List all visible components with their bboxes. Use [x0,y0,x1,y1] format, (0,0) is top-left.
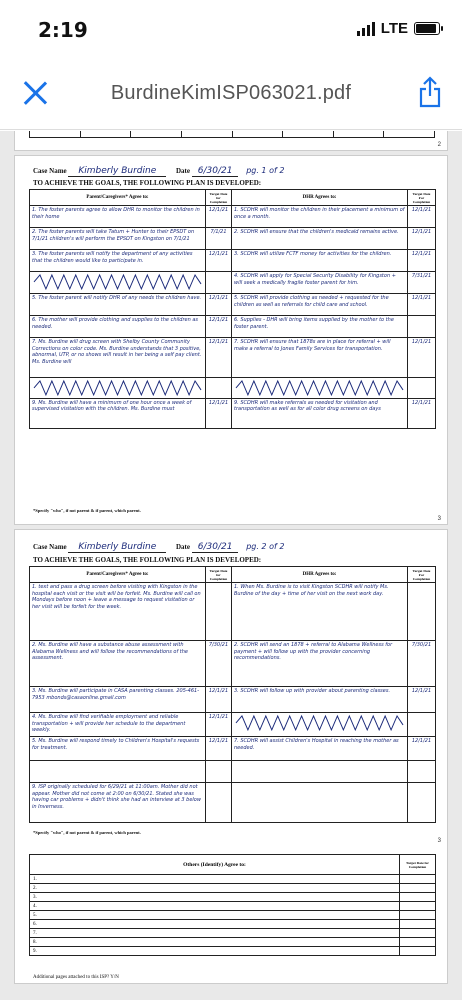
page-note: pg. 1 of 2 [246,166,285,175]
col-header-others: Others (Identify) Agree to: [30,855,400,875]
page-number: 2 [437,142,441,148]
table-row [30,316,436,338]
date-cell: 12/1/21 [206,206,232,228]
date-cell: 7/1/21 [206,228,232,250]
network-label: LTE [380,20,408,37]
case-name-label: Case Name [33,167,67,175]
case-name-line [33,166,284,176]
table-row [30,911,436,920]
plan-heading: TO ACHIEVE THE GOALS, THE FOLLOWING PLAN IS DEVELOPED: [33,556,262,564]
dhr-cell: 4. SCDHR will apply for Special Security Disability for Kingston + will seek a medically fragile foster parent for him. [232,272,408,294]
status-bar [0,0,462,58]
parent-cell: 9. Ms. Burdine will have a minimum of one hour once a week of supervised visitation with the children. Ms. Burdine must [30,398,206,428]
table-row [30,737,436,761]
row-number: 3. [30,893,400,902]
table-row [30,902,436,911]
date-cell: 12/1/21 [408,398,436,428]
battery-icon [414,22,440,35]
dhr-cell: 3. SCDHR will follow up with provider about parenting classes. [232,687,408,713]
table-row [30,947,436,956]
date-cell [408,761,436,783]
page-number: 3 [437,838,441,844]
table-row [30,641,436,687]
col-header-dhr: DHR Agrees to: [232,190,408,206]
table-row [30,206,436,228]
table-row [30,250,436,272]
dhr-cell: 7. SCDHR will ensure that 1878s are in place for referral + will make a referral to Jones Family Services for transportation. [232,338,408,378]
plan-heading: TO ACHIEVE THE GOALS, THE FOLLOWING PLAN IS DEVELOPED: [33,179,262,187]
date-cell [206,783,232,823]
struck-out-cell [232,713,408,737]
table-row [30,687,436,713]
parent-cell: 7. Ms. Burdine will drug screen with Shelby County Community Corrections on color code. Ms. Burdine understands that 3 positive, abnormal, UTP, or no shows will result in her being a self pay client. Ms. Burdine will [30,338,206,378]
table-row [30,893,436,902]
date-cell: 12/1/21 [408,737,436,761]
date-cell: 12/1/21 [206,316,232,338]
page-number: 3 [437,516,441,522]
parent-cell: 2. Ms. Burdine will have a substance abuse assessment with Alabama Wellness and will follow the recommendations of the assessment. [30,641,206,687]
case-name-line [33,542,284,552]
document-title: BurdineKimISP063021.pdf [110,82,352,104]
parent-cell: 1. text and pass a drug screen before visiting with Kingston in the hospital each visit or the visit will be forfeit. Ms. Burdine will call on Mondays before noon + leave a message to request visitation or her visit will be forfeit for the week. [30,583,206,641]
date-cell [206,761,232,783]
pdf-page [14,131,448,151]
table-row [30,761,436,783]
table-row [30,338,436,378]
parent-cell: 5. Ms. Burdine will respond timely to Children's Hospital's requests for treatment. [30,737,206,761]
share-icon[interactable] [418,76,442,108]
row-number: 9. [30,947,400,956]
parent-cell: 5. The foster parent will notify DHR of any needs the children have. [30,294,206,316]
table-row [30,875,436,884]
date-cell: 12/1/21 [206,398,232,428]
table-row [30,783,436,823]
row-number: 6. [30,920,400,929]
parent-cell: 6. The mother will provide clothing and supplies to the children as needed. [30,316,206,338]
date-cell: 12/1/21 [408,338,436,378]
date-value: 6/30/21 [192,166,239,177]
row-number: 7. [30,929,400,938]
parent-cell: 3. The foster parents will notify the department of any activities that the children would like to participate in. [30,250,206,272]
col-header-date: Target Date For Completion [408,567,436,583]
date-cell [408,378,436,399]
parent-cell: 9. ISP originally scheduled for 6/29/21 at 11:00am. Mother did not appear. Mother did not come at 2:00 on 6/30/21. Stated she was having car problems + didn't think she had an interview at 3 below in Inverness. [30,783,206,823]
table-row [30,929,436,938]
dhr-cell: 7. SCDHR will assist Children's Hospital in reaching the mother as needed. [232,737,408,761]
signal-icon [357,22,375,36]
date-cell: 12/1/21 [408,250,436,272]
date-cell: 12/1/21 [206,338,232,378]
col-header-parent: Parent/Caregivers* Agree to: [30,567,206,583]
date-cell: 12/1/21 [206,713,232,737]
pdf-page [14,155,448,525]
col-header-date: Target Date for Completion [206,190,232,206]
dhr-cell: 1. SCDHR will monitor the children in their placement a minimum of once a month. [232,206,408,228]
row-number: 8. [30,938,400,947]
table-row [30,398,436,428]
row-number: 1. [30,875,400,884]
row-number: 4. [30,902,400,911]
date-cell [206,272,232,294]
status-indicators [357,20,440,37]
dhr-cell: 9. SCDHR will make referrals as needed for visitation and transportation as well as for all color drug screens on days [232,398,408,428]
struck-out-cell [30,272,206,294]
date-cell: 12/1/21 [408,228,436,250]
additional-pages-note: Additional pages attached to this ISP? Y/N [33,975,119,980]
case-name-label: Case Name [33,543,67,551]
pdf-viewer[interactable] [0,131,462,1000]
row-number: 2. [30,884,400,893]
plan-table [29,189,436,429]
case-name-value: Kimberly Burdine [68,166,166,177]
footnote: *Specify "who", if not parent & if parent, which parent. [33,508,141,513]
dhr-cell: 2. SCDHR will send an 1878 + referral to Alabama Wellness for payment + will follow up with the provider concerning recommendations. [232,641,408,687]
viewer-toolbar [0,58,462,130]
parent-cell: 1. The foster parents agree to allow DHR to monitor the children in their home [30,206,206,228]
table-row [30,938,436,947]
table-row [30,884,436,893]
col-header-date: Target Date For Completion [408,190,436,206]
date-cell [206,378,232,399]
date-cell: 12/1/21 [206,737,232,761]
table-row [30,920,436,929]
dhr-cell [232,761,408,783]
col-header-parent: Parent/Caregivers* Agree to: [30,190,206,206]
date-cell: 12/1/21 [408,687,436,713]
parent-cell: 3. Ms. Burdine will participate in CASA parenting classes. 205-461-7953 mbonds@casaonline.gmail.com [30,687,206,713]
date-cell: 12/1/21 [206,294,232,316]
table-row [30,272,436,294]
plan-table-tail [29,131,435,138]
col-header-date: Target Date for Completion [400,855,436,875]
date-cell [408,316,436,338]
status-time: 2:19 [38,18,88,42]
row-number: 5. [30,911,400,920]
date-label: Date [175,167,190,175]
dhr-cell: 5. SCDHR will provide clothing as needed + requested for the children as well as referrals for child care and school. [232,294,408,316]
case-name-value: Kimberly Burdine [68,542,166,553]
table-row [30,228,436,250]
date-cell: 12/1/21 [408,294,436,316]
col-header-date: Target Date for Completion [206,567,232,583]
parent-cell: 4. Ms. Burdine will find verifiable employment and reliable transportation + will provide her schedule to the department weekly. [30,713,206,737]
date-cell: 12/1/21 [206,687,232,713]
date-cell: 12/1/21 [408,206,436,228]
date-cell [206,583,232,641]
table-row [30,378,436,399]
date-label: Date [175,543,190,551]
plan-table [29,566,436,823]
dhr-cell: 3. SCDHR will utilize FCTF money for activities for the children. [232,250,408,272]
date-cell [408,713,436,737]
date-cell: 7/31/21 [408,272,436,294]
dhr-cell [232,783,408,823]
date-cell [408,783,436,823]
date-cell: 12/1/21 [206,250,232,272]
struck-out-cell [30,378,206,399]
others-table [29,854,436,956]
dhr-cell: 2. SCDHR will ensure that the children's medicaid remains active. [232,228,408,250]
parent-cell [30,761,206,783]
date-cell: 7/30/21 [206,641,232,687]
pdf-page [14,529,448,984]
col-header-dhr: DHR Agrees to: [232,567,408,583]
table-row [30,294,436,316]
date-value: 6/30/21 [192,542,239,553]
footnote: *Specify "who", if not parent & if parent, which parent. [33,830,141,835]
struck-out-cell [232,378,408,399]
date-cell: 7/30/21 [408,641,436,687]
dhr-cell: 1. When Ms. Burdine is to visit Kingston SCDHR will notify Ms. Burdine of the day + time of her visit on the next work day. [232,583,408,641]
parent-cell: 2. The foster parents will take Tatum + Hunter to their EPSDT on 7/1/21 children's will perform the EPSDT on Kingston on 7/1/21 [30,228,206,250]
page-note: pg. 2 of 2 [246,542,285,551]
table-row [30,713,436,737]
dhr-cell: 6. Supplies - DHR will bring items supplied by the mother to the foster parent. [232,316,408,338]
date-cell [408,583,436,641]
table-row [30,583,436,641]
